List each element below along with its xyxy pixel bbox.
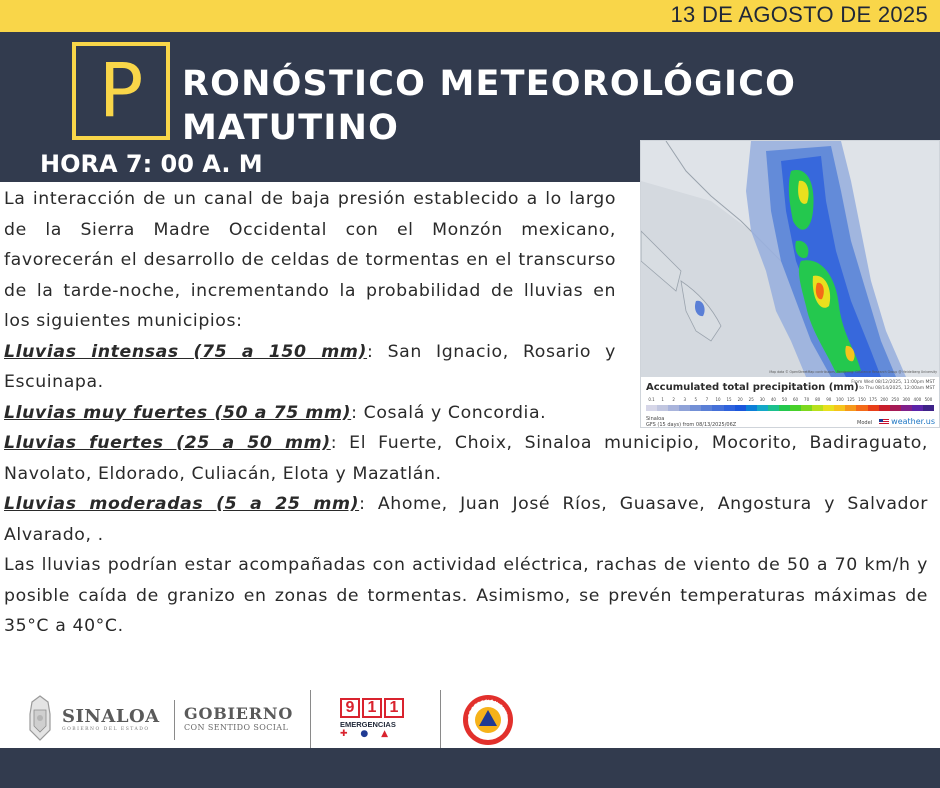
pc-seal-bottom-text: SINALOA [478,732,498,741]
map-region: Sinaloa [646,416,665,422]
category-muy-fuertes [4,398,928,429]
map-valid-from: From Wed 08/12/2025, 11:00pm MST [851,380,935,385]
scale-tick-label: 90 [826,397,832,402]
sinaloa-shield-icon [26,694,54,744]
category-label: Lluvias muy fuertes (50 a 75 mm) [4,402,352,423]
sinaloa-subtitle: GOBIERNO DEL ESTADO [62,727,150,732]
date-bar [0,0,940,32]
scale-tick-label: 3 [683,397,687,402]
logo-divider [440,690,441,748]
logos-row [0,688,940,748]
scale-tick-label: 300 [902,397,911,402]
pc-seal-top-text: PROTECCIÓN CIVIL [468,699,508,719]
scale-tick-label: 70 [804,397,810,402]
scale-tick-label: 200 [880,397,888,402]
map-legend-title: Accumulated total precipitation (mm) [646,382,859,393]
title-line-2: MATUTINO [182,108,400,148]
sinaloa-wordmark: SINALOA [62,706,160,727]
category-label: Lluvias fuertes (25 a 50 mm) [4,433,331,453]
scale-tick-label: 0.1 [648,397,655,402]
scale-tick-label: 25 [748,397,754,402]
category-text: : Ahome, Juan José Ríos, Guasave, Angostura y Salvador Alvarado, . [4,494,928,545]
map-brand-text: weather.us [891,417,935,426]
category-moderadas [4,489,928,550]
category-fuertes [4,428,928,489]
map-model-label: Model [857,420,873,426]
scale-tick-label: 5 [694,397,698,402]
logo-divider [310,690,311,748]
scale-tick-label: 80 [815,397,821,402]
scale-tick-label: 175 [869,397,877,402]
police-icon: ● [360,729,369,739]
scale-tick-label: 30 [759,397,765,402]
map-valid-to: to Thu 08/14/2025, 12:00am MST [859,386,935,391]
gobierno-subtitle: CON SENTIDO SOCIAL [184,723,289,732]
gobierno-logo [184,704,293,732]
scale-tick-label: 2 [672,397,675,402]
sinaloa-logo [62,706,160,732]
category-label: Lluvias moderadas (5 a 25 mm) [4,494,360,514]
scale-tick-label: 40 [770,397,776,402]
digit-box: 1 [384,698,404,718]
scale-tick-label: 1 [661,397,664,402]
scale-tick-label: 60 [792,397,799,402]
initial-letter: P [98,48,144,134]
scale-tick-label: 250 [891,397,900,402]
cross-icon: ✚ [340,729,348,739]
digit-box: 1 [362,698,382,718]
date-text: 13 DE AGOSTO DE 2025 [670,2,928,27]
scale-tick-label: 150 [858,397,866,402]
category-text: : San Ignacio, Rosario y Escuinapa. [4,341,616,392]
scale-tick-label: 20 [737,397,743,402]
category-intensas [4,337,616,398]
scale-tick-label: 100 [836,397,844,402]
scale-tick-label: 50 [781,397,787,402]
digit-box: 9 [340,698,360,718]
title-line-1: RONÓSTICO METEOROLÓGICO [182,64,797,104]
category-text: : Cosalá y Concordia. [351,402,547,423]
map-credit: Map data © OpenStreetMap contributors, Rendering: GIScience Research Group @ Heidelberg University [769,370,937,374]
gobierno-wordmark: GOBIERNO [184,704,294,723]
forecast-hour: HORA 7: 00 A. M [40,150,263,178]
emergencias-911-logo [340,698,406,739]
scale-tick-label: 125 [847,397,855,402]
forecast-body [4,184,928,642]
emergency-icons [340,729,406,739]
proteccion-civil-seal-icon [462,694,514,746]
page-title [182,62,796,150]
scale-tick-label: 400 [913,397,922,402]
digits-911 [340,698,406,718]
fire-icon: ▲ [381,729,389,739]
scale-tick-label: 10 [715,397,721,402]
logo-divider [174,700,175,740]
closing-paragraph: Las lluvias podrían estar acompañadas con actividad eléctrica, rachas de viento de 50 a 70 km/h y posible caída de granizo en zonas de tormentas. Asimismo, se prevén temperaturas máximas de 35°C a 40°C. [4,555,928,636]
map-model: GFS (15 days) from 08/13/2025/06Z [646,422,737,428]
bottom-bar [0,748,940,788]
scale-tick-label: 7 [705,397,709,402]
intro-paragraph: La interacción de un canal de baja presión establecido a lo largo de la Sierra Madre Occidental con el Monzón mexicano, favorecerán el desarrollo de celdas de tormentas en el transcurso de la tarde-noche, incrementando la probabilidad de lluvias en los siguientes municipios: [4,189,616,331]
category-text: : El Fuerte, Choix, Sinaloa municipio, Mocorito, Badiraguato, Navolato, Eldorado, Culiacán, Elota y Mazatlán. [4,433,928,484]
initial-letter-box [72,42,170,140]
scale-tick-label: 15 [726,397,732,402]
scale-tick-label: 500 [924,397,933,402]
category-label: Lluvias intensas (75 a 150 mm) [4,341,368,362]
emergencias-label: EMERGENCIAS [340,720,396,729]
